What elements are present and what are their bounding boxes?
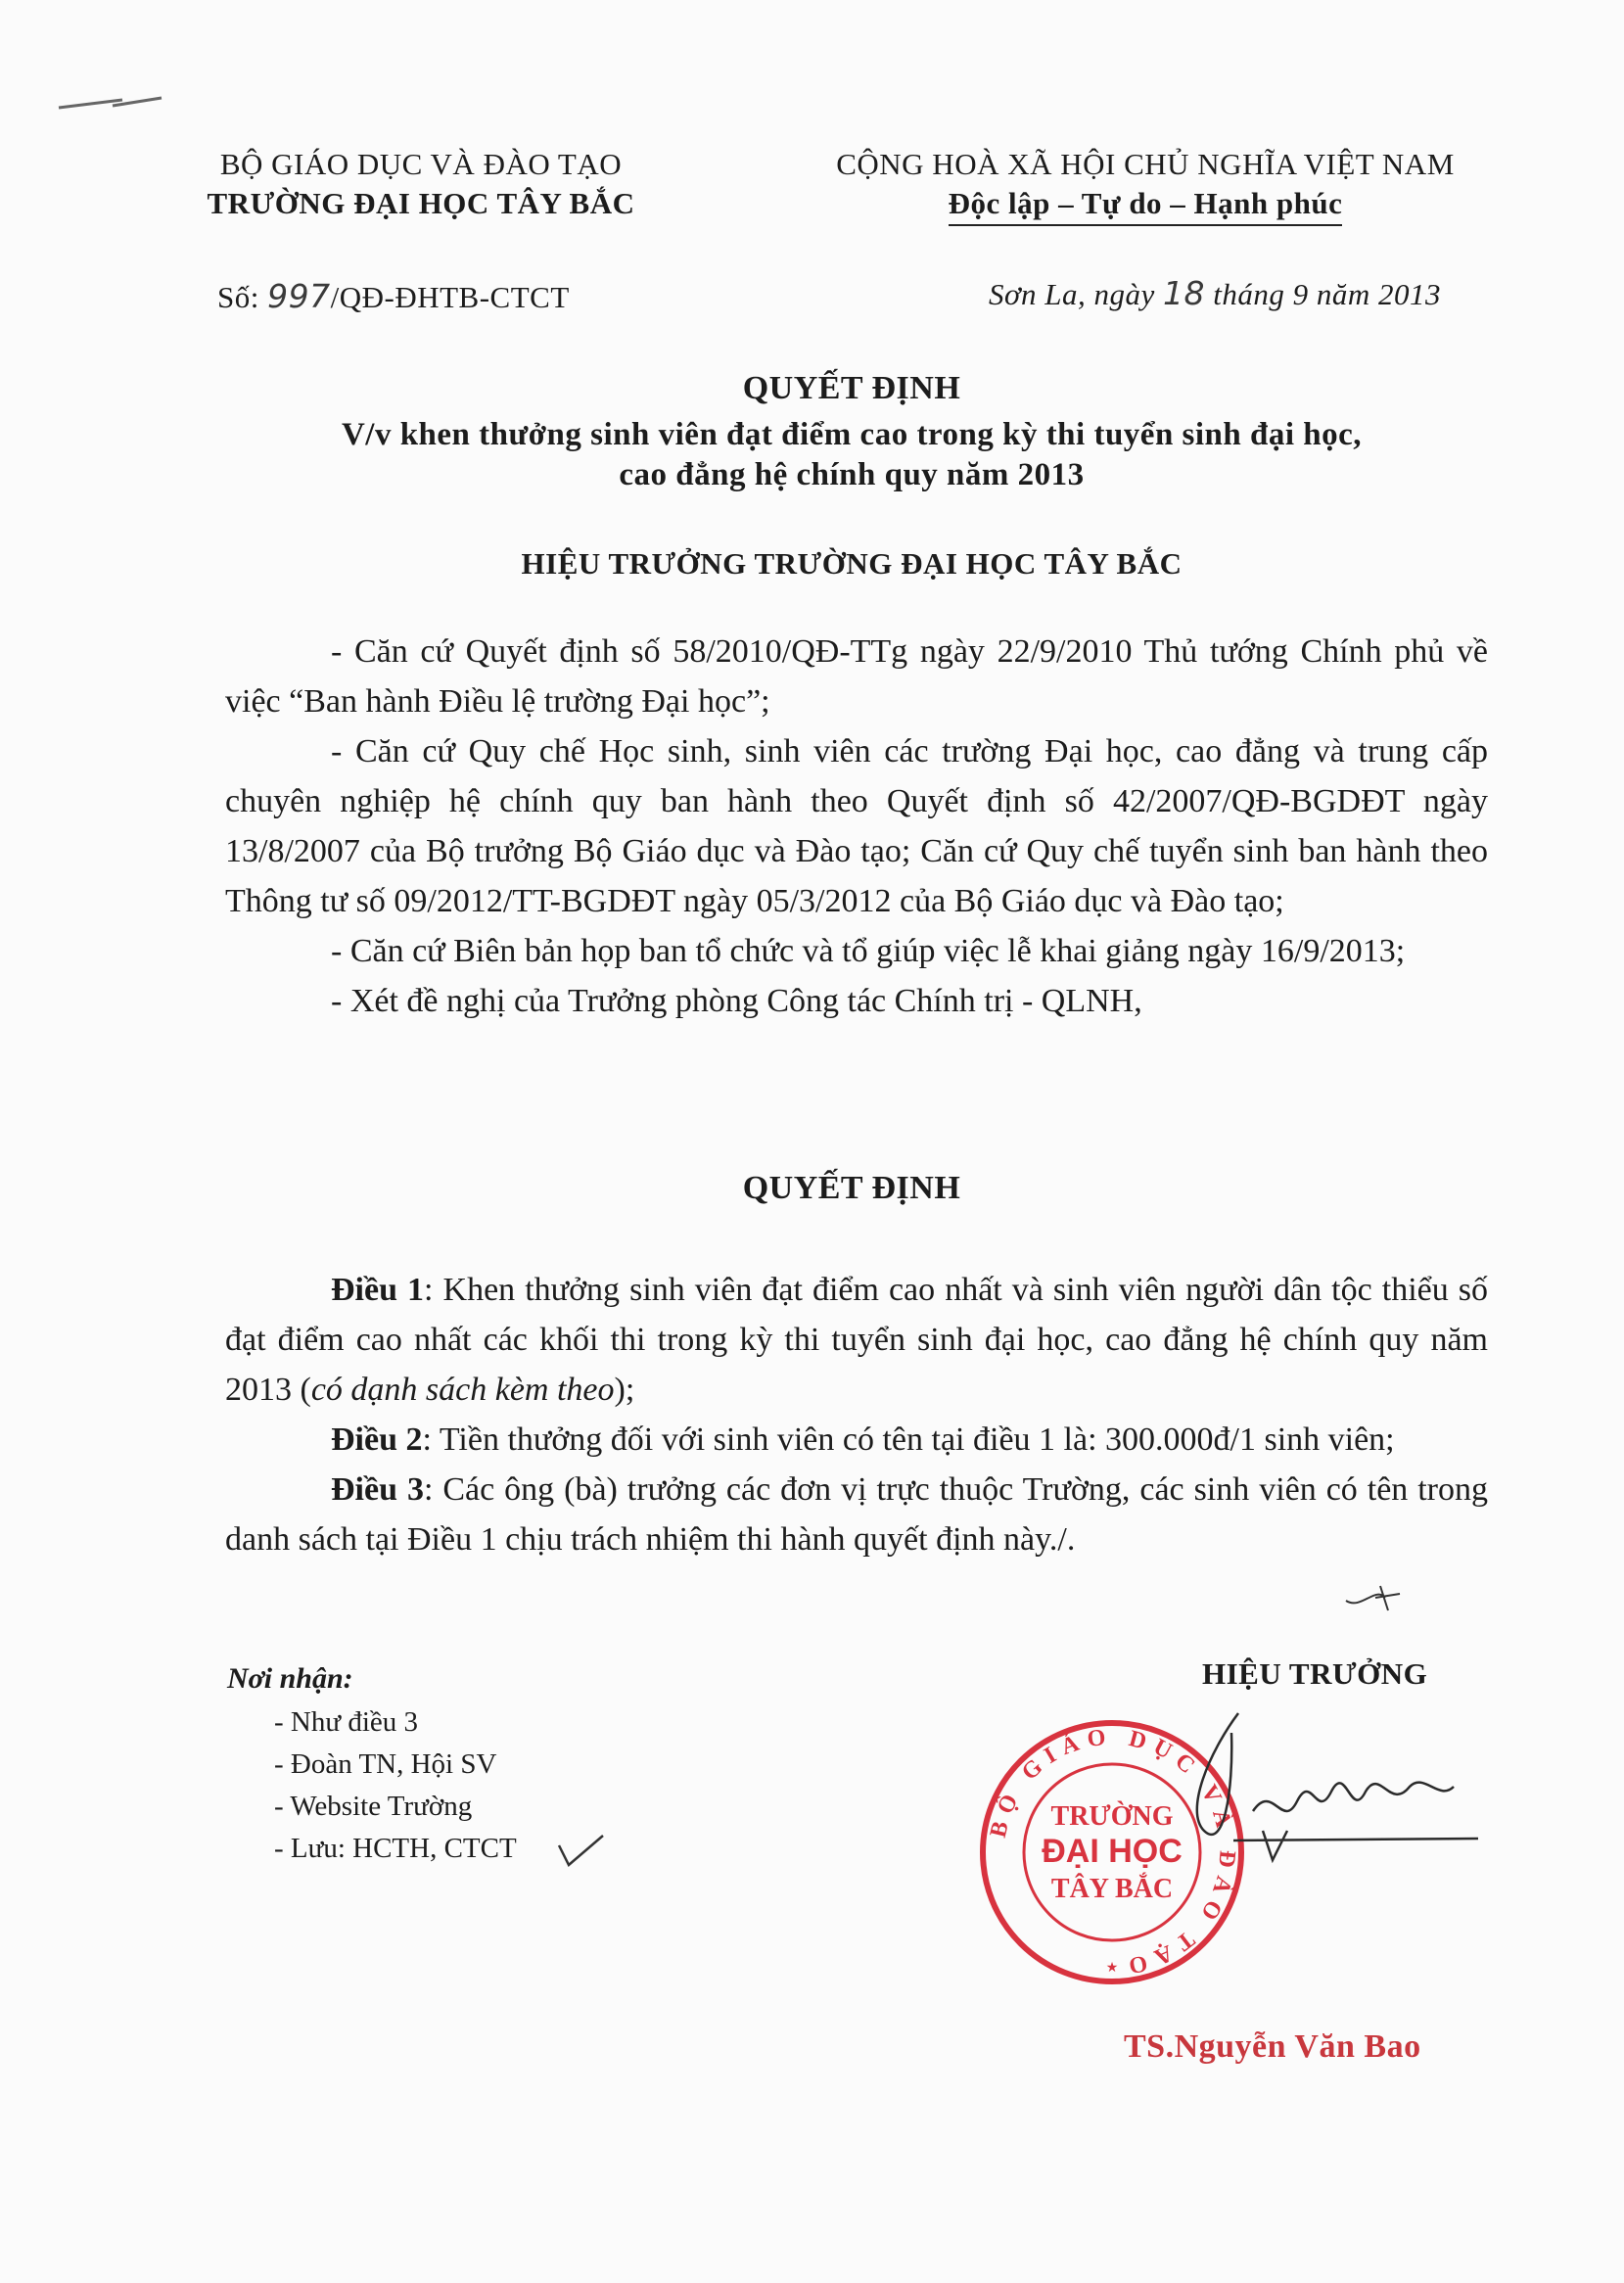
doc-number-prefix: Số: — [217, 280, 259, 314]
title-block — [196, 370, 1508, 493]
date-day-handwritten: 18 — [1163, 274, 1206, 312]
legal-bases — [225, 627, 1488, 1026]
nation-name: CỘNG HOÀ XÃ HỘI CHỦ NGHĨA VIỆT NAM — [836, 147, 1455, 181]
place-date — [989, 274, 1441, 312]
decision-heading: QUYẾT ĐỊNH — [742, 1170, 961, 1206]
svg-text:★: ★ — [1105, 1961, 1119, 1976]
article-text: : Các ông (bà) trưởng các đơn vị trực thuộc Trường, các sinh viên có tên trong danh sách tại Điều 1 chịu trách nhiệm thi hành quyết định này./. — [225, 1471, 1488, 1558]
place-date-part1: Sơn La, ngày — [989, 277, 1155, 311]
seal-line-2: ĐẠI HỌC — [1042, 1833, 1183, 1870]
article-3 — [225, 1465, 1488, 1564]
header-right — [803, 147, 1488, 226]
basis-item: - Căn cứ Quyết định số 58/2010/QĐ-TTg ngày 22/9/2010 Thủ tướng Chính phủ về việc “Ban hành Điều lệ trường Đại học”; — [225, 633, 1488, 720]
signatory-title: HIỆU TRƯỞNG — [1202, 1656, 1428, 1691]
article-label: Điều 2 — [331, 1421, 423, 1458]
seal-line-3: TÂY BẮC — [1050, 1874, 1174, 1904]
article-text-italic: có dạnh sách kèm theo — [310, 1372, 615, 1408]
check-mark — [554, 1831, 613, 1870]
ministry-name: BỘ GIÁO DỤC VÀ ĐÀO TẠO — [219, 147, 623, 181]
article-text-end: ); — [614, 1372, 635, 1408]
article-2 — [225, 1415, 1488, 1465]
basis-item: - Căn cứ Biên bản họp ban tổ chức và tổ giúp việc lễ khai giảng ngày 16/9/2013; — [331, 933, 1406, 969]
header-left — [196, 147, 646, 221]
document-number — [217, 277, 570, 315]
seal-line-1: TRƯỜNG — [1050, 1801, 1174, 1832]
subject-line-2: cao đẳng hệ chính quy năm 2013 — [619, 457, 1085, 492]
article-text: : Khen thưởng sinh viên đạt điểm cao nhất và sinh viên người dân tộc thiểu số đạt điểm cao nhất các khối thi trong kỳ thi tuyển sinh đại học, cao đẳng hệ chính quy năm 2013 ( — [225, 1272, 1489, 1408]
article-label: Điều 3 — [331, 1471, 424, 1508]
subject-line-1: V/v khen thưởng sinh viên đạt điểm cao trong kỳ thi tuyển sinh đại học, — [341, 417, 1363, 452]
initial-mark — [1341, 1576, 1419, 1615]
basis-item: - Căn cứ Quy chế Học sinh, sinh viên các trường Đại học, cao đẳng và trung cấp chuyên nghiệp hệ chính quy ban hành theo Quyết định số 42/2007/QĐ-BGDĐT ngày 13/8/2007 của Bộ trưởng Bộ Giáo dục và Đào tạo; Căn cứ Quy chế tuyển sinh ban hành theo Thông tư số 09/2012/TT-BGDĐT ngày 05/3/2012 của Bộ Giáo dục và Đào tạo; — [225, 733, 1488, 919]
school-name: TRƯỜNG ĐẠI HỌC TÂY BẮC — [207, 186, 635, 220]
issuing-authority: HIỆU TRƯỞNG TRƯỜNG ĐẠI HỌC TÂY BẮC — [521, 546, 1183, 581]
recipient-item: - Như điều 3 — [274, 1706, 418, 1738]
seal-outer-text: BỘ GIÁO DỤC VÀ ĐÀO TẠO — [985, 1724, 1240, 1980]
doc-number-handwritten: 997 — [267, 277, 331, 315]
recipient-item: - Đoàn TN, Hội SV — [274, 1748, 497, 1780]
articles — [225, 1265, 1488, 1564]
recipient-item: - Lưu: HCTH, CTCT — [274, 1833, 517, 1864]
article-text: : Tiền thưởng đối với sinh viên có tên tại điều 1 là: 300.000đ/1 sinh viên; — [422, 1421, 1395, 1458]
national-motto: Độc lập – Tự do – Hạnh phúc — [949, 186, 1343, 226]
document-title: QUYẾT ĐỊNH — [742, 370, 961, 406]
article-label: Điều 1 — [331, 1272, 425, 1308]
signatory-name: TS.Nguyễn Văn Bao — [1124, 2028, 1421, 2065]
scan-mark — [54, 86, 171, 125]
place-date-part2: tháng 9 năm 2013 — [1213, 277, 1442, 311]
recipient-item: - Website Trường — [274, 1791, 473, 1822]
doc-number-suffix: /QĐ-ĐHTB-CTCT — [330, 280, 570, 314]
basis-item: - Xét đề nghị của Trưởng phòng Công tác Chính trị - QLNH, — [331, 983, 1142, 1019]
recipients-heading: Nơi nhận: — [227, 1662, 353, 1695]
handwritten-signature — [1116, 1694, 1488, 1870]
article-1 — [225, 1265, 1488, 1415]
recipients — [227, 1662, 517, 1870]
